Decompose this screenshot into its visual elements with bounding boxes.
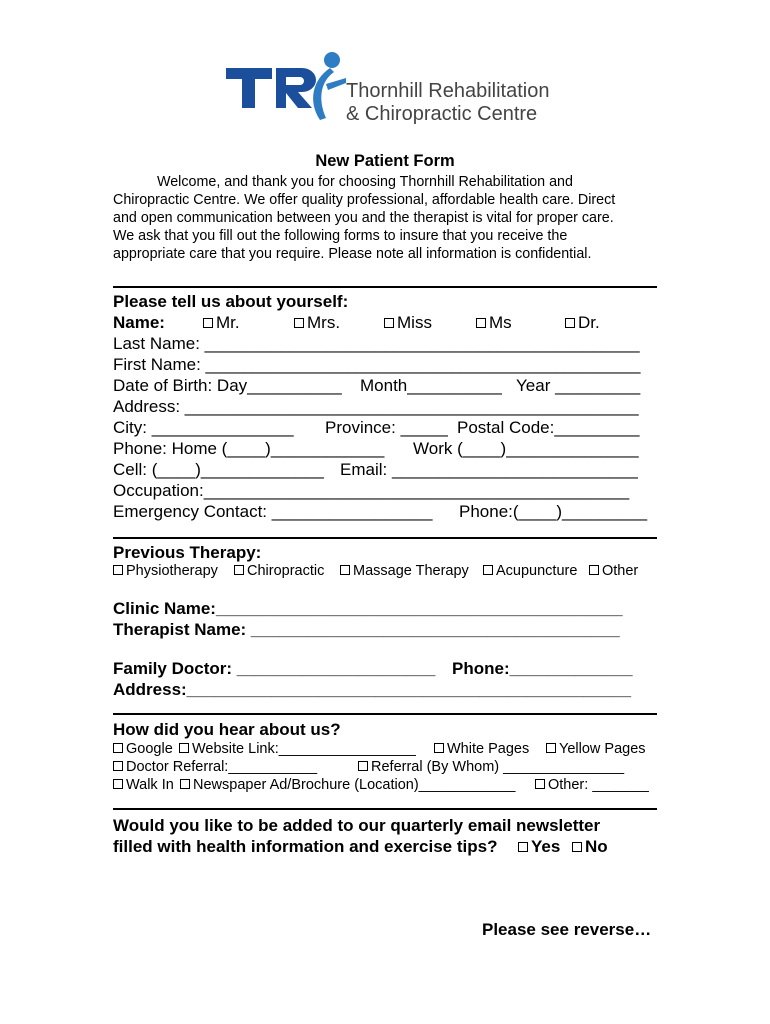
emergency-contact-field[interactable]: Emergency Contact: _________________ xyxy=(113,502,433,521)
email-field[interactable]: Email: __________________________ xyxy=(340,460,638,479)
section-divider xyxy=(113,537,657,539)
section-divider xyxy=(113,286,657,288)
checkbox-icon[interactable] xyxy=(384,318,394,328)
hear-heading: How did you hear about us? xyxy=(113,720,341,739)
doctor-address-field[interactable]: Address:_______________________________________________ xyxy=(113,680,632,699)
title-dr-option[interactable]: Dr. xyxy=(565,313,600,333)
cell-phone-field[interactable]: Cell: (____)_____________ xyxy=(113,460,324,479)
clinic-name-logo-text xyxy=(346,80,549,126)
clinic-logo xyxy=(222,48,347,133)
first-name-field[interactable]: First Name: ______________________________________________ xyxy=(113,355,641,374)
hear-walk-in-option[interactable]: Walk In xyxy=(113,777,174,793)
logo-mark-icon xyxy=(222,48,347,128)
hear-yellow-pages-option[interactable]: Yellow Pages xyxy=(546,741,646,757)
intro-line-4: We ask that you fill out the following forms to insure that you receive the xyxy=(113,228,568,244)
checkbox-icon[interactable] xyxy=(113,565,123,575)
section-divider xyxy=(113,808,657,810)
emergency-phone-field[interactable]: Phone:(____)_________ xyxy=(459,502,648,521)
checkbox-icon[interactable] xyxy=(476,318,486,328)
title-mr-option[interactable]: Mr. xyxy=(203,313,240,333)
checkbox-icon[interactable] xyxy=(180,779,190,789)
title-ms-option[interactable]: Ms xyxy=(476,313,512,333)
last-name-field[interactable]: Last Name: ______________________________________________ xyxy=(113,334,640,353)
title-mrs-option[interactable]: Mrs. xyxy=(294,313,340,333)
checkbox-icon[interactable] xyxy=(434,743,444,753)
checkbox-icon[interactable] xyxy=(340,565,350,575)
dob-month-field[interactable]: Month__________ xyxy=(360,376,502,395)
doctor-phone-field[interactable]: Phone:_____________ xyxy=(452,659,633,678)
intro-line-5: appropriate care that you require. Please note all information is confidential. xyxy=(113,246,592,262)
home-phone-field[interactable]: Phone: Home (____)____________ xyxy=(113,439,385,458)
checkbox-icon[interactable] xyxy=(294,318,304,328)
hear-other-option[interactable]: Other: _______ xyxy=(535,777,649,793)
family-doctor-field[interactable]: Family Doctor: _____________________ xyxy=(113,659,436,678)
therapy-acupuncture-option[interactable]: Acupuncture xyxy=(483,563,577,579)
newsletter-yes-option[interactable]: Yes xyxy=(518,837,560,857)
checkbox-icon[interactable] xyxy=(572,842,582,852)
province-field[interactable]: Province: _____ xyxy=(325,418,448,437)
checkbox-icon[interactable] xyxy=(483,565,493,575)
hear-referral-whom-option[interactable]: Referral (By Whom) _______________ xyxy=(358,759,624,775)
therapy-physiotherapy-option[interactable]: Physiotherapy xyxy=(113,563,218,579)
hear-website-option[interactable]: Website Link:_________________ xyxy=(179,741,416,757)
intro-line-2: Chiropractic Centre. We offer quality professional, affordable health care. Direct xyxy=(113,192,616,208)
hear-newspaper-option[interactable]: Newspaper Ad/Brochure (Location)____________ xyxy=(180,777,515,793)
name-label: Name: xyxy=(113,313,165,332)
form-title: New Patient Form xyxy=(315,152,455,170)
therapy-massage-option[interactable]: Massage Therapy xyxy=(340,563,469,579)
newsletter-no-option[interactable]: No xyxy=(572,837,608,857)
checkbox-icon[interactable] xyxy=(358,761,368,771)
checkbox-icon[interactable] xyxy=(546,743,556,753)
checkbox-icon[interactable] xyxy=(113,743,123,753)
title-miss-option[interactable]: Miss xyxy=(384,313,432,333)
dob-day-field[interactable]: Date of Birth: Day__________ xyxy=(113,376,342,395)
therapy-chiropractic-option[interactable]: Chiropractic xyxy=(234,563,324,579)
newsletter-question-line-1: Would you like to be added to our quarterly email newsletter xyxy=(113,816,601,835)
checkbox-icon[interactable] xyxy=(179,743,189,753)
hear-doctor-referral-option[interactable]: Doctor Referral:___________ xyxy=(113,759,317,775)
checkbox-icon[interactable] xyxy=(518,842,528,852)
newsletter-question-line-2: filled with health information and exercise tips? xyxy=(113,837,498,856)
checkbox-icon[interactable] xyxy=(565,318,575,328)
intro-line-1: Welcome, and thank you for choosing Thornhill Rehabilitation and xyxy=(157,174,573,190)
checkbox-icon[interactable] xyxy=(203,318,213,328)
checkbox-icon[interactable] xyxy=(234,565,244,575)
work-phone-field[interactable]: Work (____)______________ xyxy=(413,439,639,458)
occupation-field[interactable]: Occupation:_____________________________________________ xyxy=(113,481,630,500)
postal-code-field[interactable]: Postal Code:_________ xyxy=(457,418,640,437)
city-field[interactable]: City: _______________ xyxy=(113,418,294,437)
hear-white-pages-option[interactable]: White Pages xyxy=(434,741,529,757)
therapist-name-field[interactable]: Therapist Name: _______________________________________ xyxy=(113,620,620,639)
checkbox-icon[interactable] xyxy=(589,565,599,575)
see-reverse-note: Please see reverse… xyxy=(482,920,652,939)
about-heading: Please tell us about yourself: xyxy=(113,292,349,311)
checkbox-icon[interactable] xyxy=(113,761,123,771)
dob-year-field[interactable]: Year _________ xyxy=(516,376,641,395)
section-divider xyxy=(113,713,657,715)
therapy-heading: Previous Therapy: xyxy=(113,543,262,562)
therapy-other-option[interactable]: Other xyxy=(589,563,638,579)
hear-google-option[interactable]: Google xyxy=(113,741,173,757)
intro-line-3: and open communication between you and the therapist is vital for proper care. xyxy=(113,210,614,226)
logo-line-1: Thornhill Rehabilitation xyxy=(346,80,550,102)
address-field[interactable]: Address: ________________________________________________ xyxy=(113,397,639,416)
clinic-name-field[interactable]: Clinic Name:___________________________________________ xyxy=(113,599,623,618)
logo-line-2: & Chiropractic Centre xyxy=(346,103,538,125)
checkbox-icon[interactable] xyxy=(113,779,123,789)
checkbox-icon[interactable] xyxy=(535,779,545,789)
